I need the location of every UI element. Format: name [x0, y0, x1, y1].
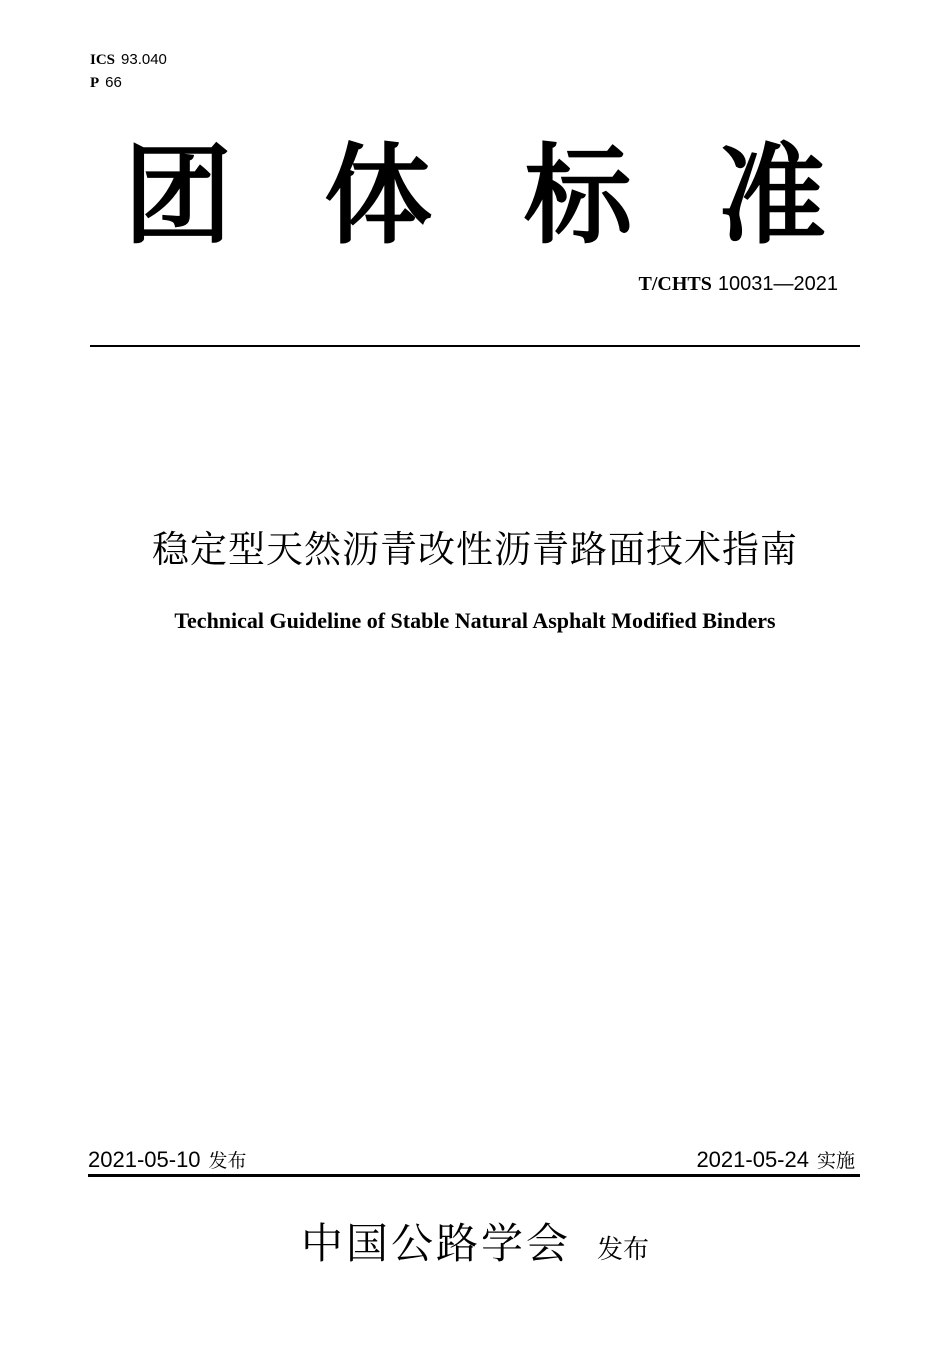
header-char-2: 体: [323, 134, 432, 259]
ccs-label: P: [90, 75, 100, 91]
implementation-info: [696, 1146, 855, 1174]
issue-label: 发布: [208, 1150, 247, 1172]
standard-prefix: T/CHTS: [638, 273, 712, 295]
header-char-4: 准: [717, 134, 826, 259]
ics-label: ICS: [90, 52, 116, 68]
top-divider: [90, 345, 860, 347]
publisher: [0, 1218, 950, 1270]
ics-code: [90, 49, 167, 70]
implementation-date: 2021-05-24: [696, 1147, 809, 1172]
issue-date: 2021-05-10: [88, 1147, 201, 1172]
publisher-action: 发布: [597, 1235, 650, 1265]
header-char-3: 标: [523, 134, 632, 259]
document-title-cn: 稳定型天然沥青改性沥青路面技术指南: [152, 528, 798, 571]
issue-info: [88, 1146, 247, 1174]
header-char-1: 团: [123, 134, 232, 259]
document-title-en: Technical Guideline of Stable Natural Asphalt Modified Binders: [174, 608, 776, 633]
standard-code: 10031—2021: [717, 273, 838, 295]
publisher-name: 中国公路学会: [300, 1219, 571, 1268]
implementation-label: 实施: [816, 1150, 855, 1172]
bottom-divider: [88, 1174, 860, 1177]
standard-number: [639, 270, 838, 297]
ics-value: 93.040: [121, 51, 167, 68]
ccs-value: 66: [105, 74, 122, 91]
ccs-code: [90, 72, 122, 93]
